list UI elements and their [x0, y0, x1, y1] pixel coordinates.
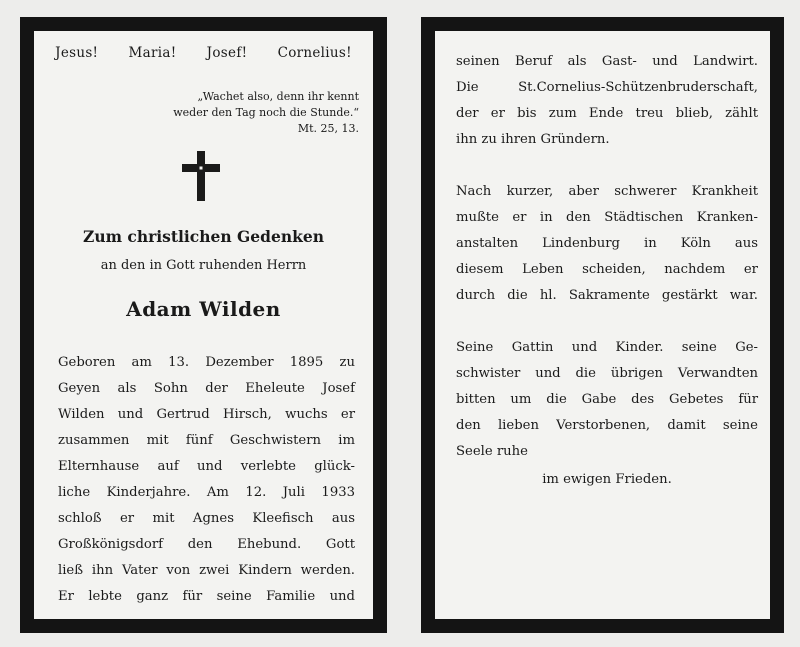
p3-line: bitten um die Gabe des Gebetes für: [456, 392, 758, 407]
quote-line-1: „Wachet also, denn ihr kennt: [197, 90, 359, 103]
p3-line: Seele ruhe: [456, 444, 528, 459]
biography-text: [58, 350, 355, 610]
invocation-josef: Josef!: [206, 45, 248, 61]
bio-line: zusammen mit fünf Geschwistern im: [58, 433, 355, 448]
left-card-inner: [34, 31, 373, 619]
p2-line: anstalten Lindenburg in Köln aus: [456, 236, 758, 251]
p2-line: mußte er in den Städtischen Kranken-: [456, 210, 758, 225]
p1-line: seinen Beruf als Gast- und Landwirt.: [456, 54, 758, 69]
bio-line: schloß er mit Agnes Kleefisch aus: [58, 511, 355, 526]
bio-line: ließ ihn Vater von zwei Kindern werden.: [58, 563, 355, 578]
paragraph-gap: [456, 309, 758, 335]
bio-line: Wilden und Gertrud Hirsch, wuchs er: [58, 407, 355, 422]
bio-line: Geyen als Sohn der Eheleute Josef: [58, 381, 355, 396]
bio-line: Elternhause auf und verlebte glück-: [58, 459, 355, 474]
memorial-subheading: an den in Gott ruhenden Herrn: [100, 258, 307, 273]
invocation-line: [34, 45, 373, 61]
p1-line: der er bis zum Ende treu blieb, zählt: [456, 106, 758, 121]
p3-line: Seine Gattin und Kinder. seine Ge-: [456, 340, 758, 355]
p2-line: diesem Leben scheiden, nachdem er: [456, 262, 758, 277]
bio-line: liche Kinderjahre. Am 12. Juli 1933: [58, 485, 355, 500]
p1-line: ihn zu ihren Gründern.: [456, 132, 610, 147]
invocation-jesus: Jesus!: [55, 45, 99, 61]
bio-line: Er lebte ganz für seine Familie und: [58, 589, 355, 604]
p3-line: schwister und die übrigen Verwandten: [456, 366, 758, 381]
quote-line-2: weder den Tag noch die Stunde.“: [173, 106, 359, 119]
closing-line: im ewigen Frieden.: [542, 472, 672, 487]
bio-line: Großkönigsdorf den Ehebund. Gott: [58, 537, 355, 552]
left-memorial-card: [20, 17, 387, 633]
deceased-name: Adam Wilden: [126, 297, 281, 321]
p2-line: Nach kurzer, aber schwerer Krankheit: [456, 184, 758, 199]
memorial-heading: Zum christlichen Gedenken: [83, 227, 324, 246]
p1-line: Die St.Cornelius-Schützenbruderschaft,: [456, 80, 758, 95]
p3-line: den lieben Verstorbenen, damit seine: [456, 418, 758, 433]
right-card-inner: [435, 31, 770, 619]
quote-reference: Mt. 25, 13.: [297, 122, 359, 135]
invocation-maria: Maria!: [128, 45, 177, 61]
right-memorial-card: [421, 17, 784, 633]
bio-line: Geboren am 13. Dezember 1895 zu: [58, 355, 355, 370]
bible-quote: [173, 89, 359, 137]
invocation-cornelius: Cornelius!: [277, 45, 352, 61]
p2-line: durch die hl. Sakramente gestärkt war.: [456, 288, 758, 303]
paragraph-gap: [456, 153, 758, 179]
cross-icon: [182, 151, 220, 201]
continuation-text: [456, 49, 758, 493]
